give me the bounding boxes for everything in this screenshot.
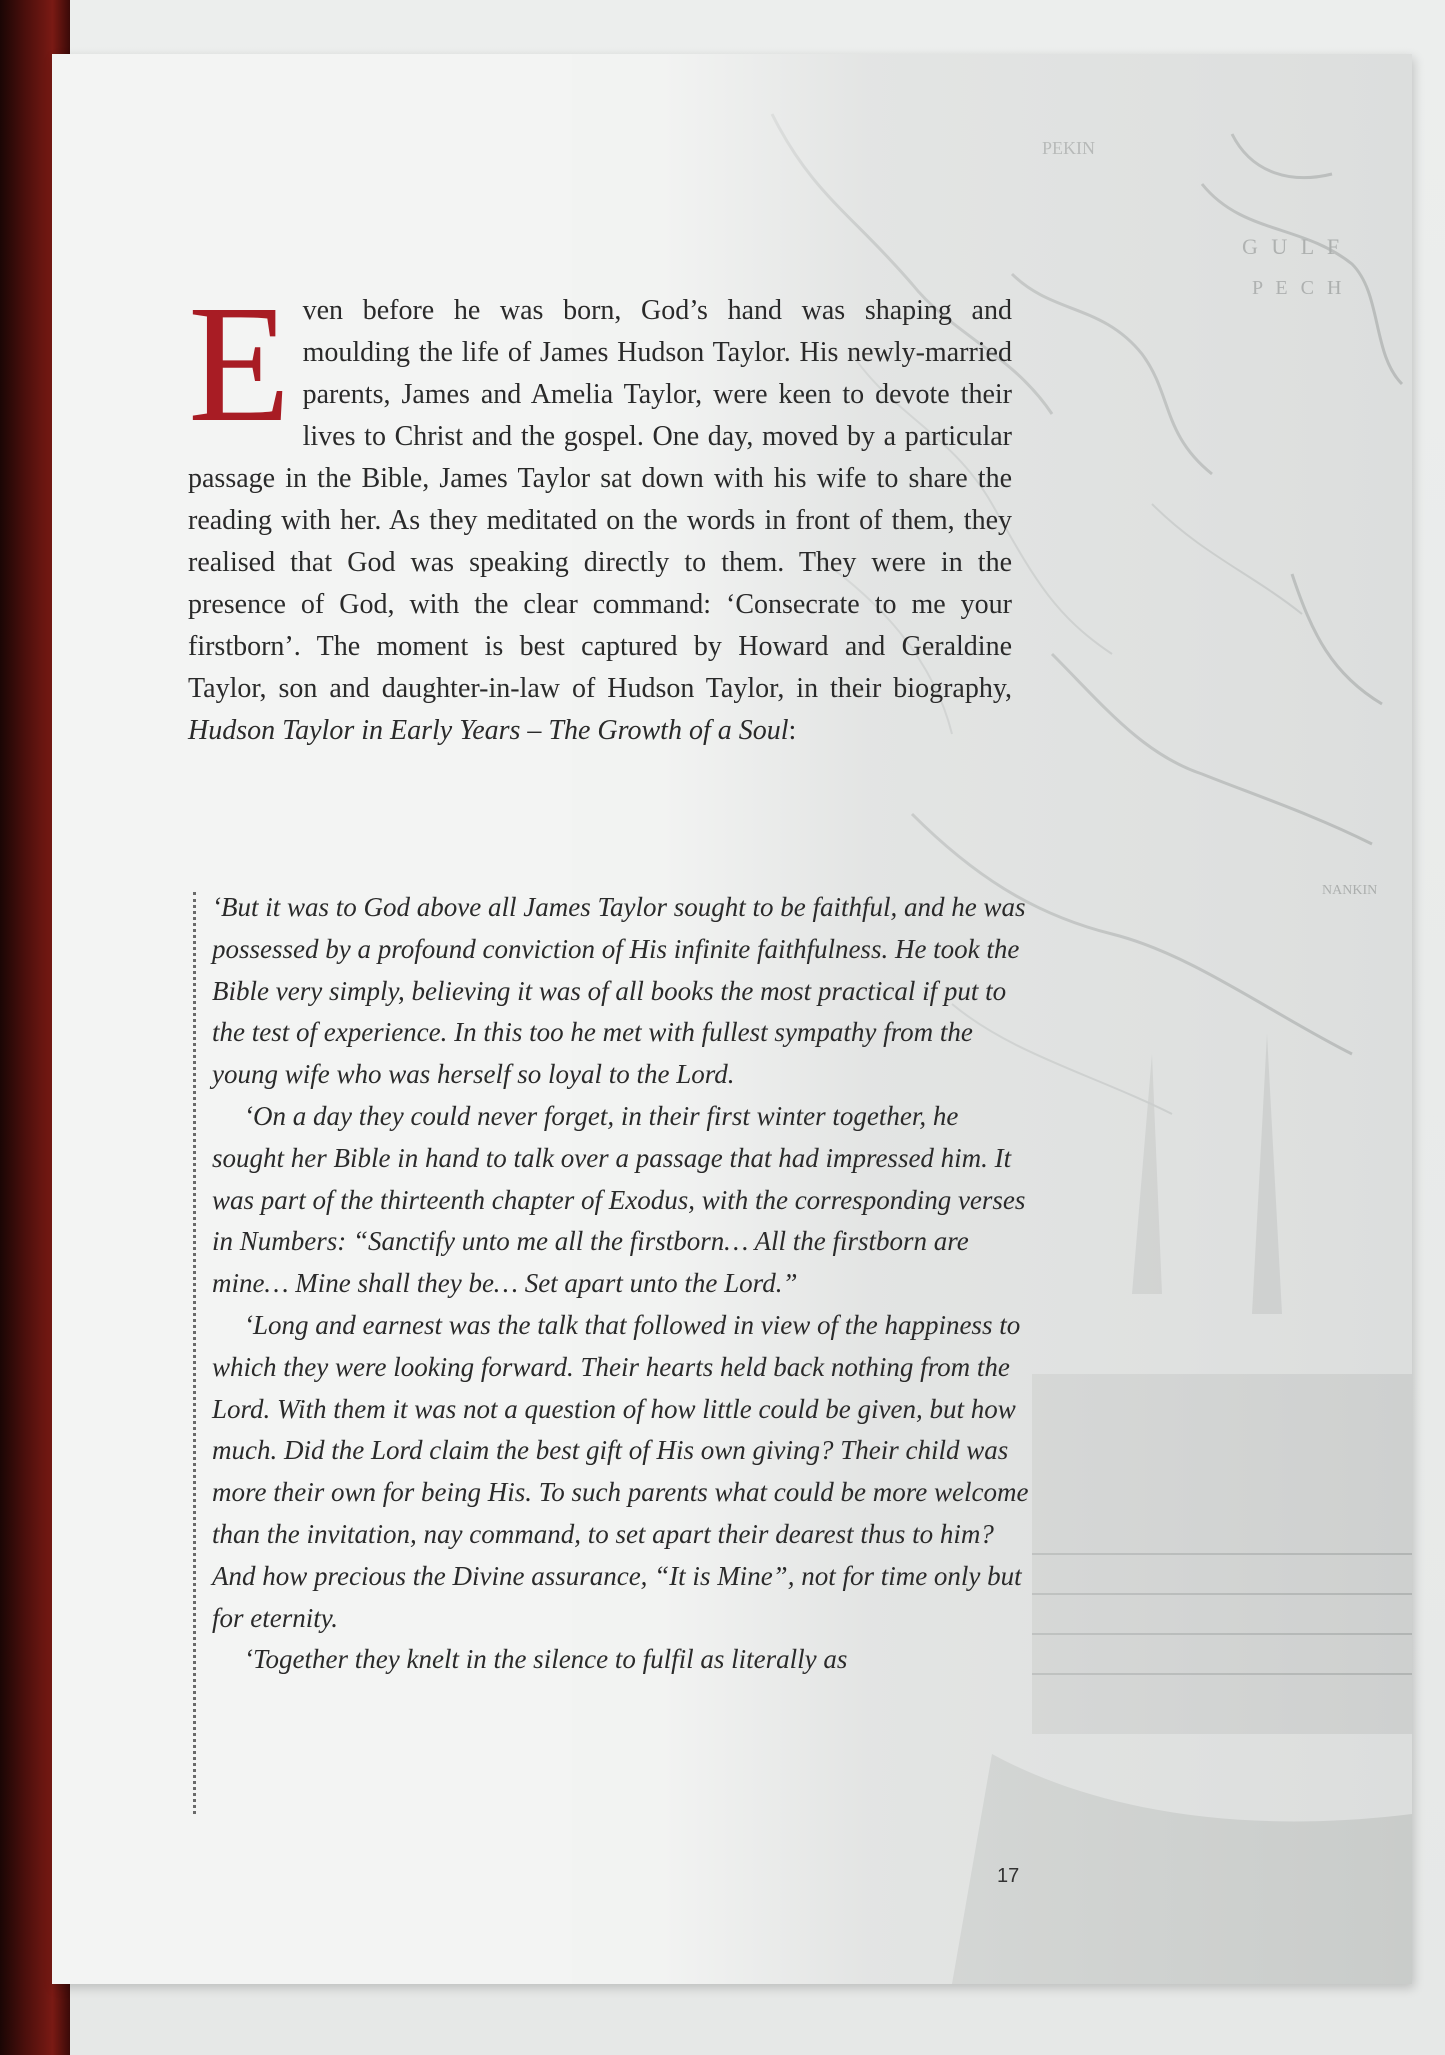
- book-title: Hudson Taylor in Early Years – The Growth of a Soul: [188, 715, 789, 746]
- intro-text: ven before he was born, God’s hand was shaping and moulding the life of James Hudson Taylor. His newly-married parents, James and Amelia Taylor, were keen to devote their lives to Christ and the gospel. One day, moved by a particular passage in the Bible, James Taylor sat down with his wife to share the reading with her. As they meditated on the words in front of them, they realised that God was speaking directly to them. They were in the presence of God, with the clear command: ‘Consecrate to me your firstborn’. The moment is best captured by Howard and Geraldine Taylor, son and daughter-in-law of Hudson Taylor, in their biography,: [188, 295, 1012, 704]
- quote-dotted-rule: [193, 892, 196, 1814]
- drop-cap: E: [188, 271, 291, 457]
- book-page: [52, 54, 1412, 1984]
- intro-end: :: [788, 715, 797, 746]
- quote-paragraph-1: ‘But it was to God above all James Taylor sought to be faithful, and he was possessed by a profound conviction of His infinite faithfulness. He took the Bible very simply, believing it was of all books the most practical if put to the test of experience. In this too he met with fullest sympathy from the young wife who was herself so loyal to the Lord.: [212, 892, 1026, 1090]
- page-number: 17: [997, 1865, 1020, 1887]
- quote-paragraph-4: ‘Together they knelt in the silence to fulfil as literally as: [244, 1644, 848, 1675]
- quote-paragraph-3: ‘Long and earnest was the talk that followed in view of the happiness to which they were looking forward. Their hearts held back nothing from the Lord. With them it was not a question of how little could be given, but how much. Did the Lord claim the best gift of His own giving? Their child was more their own for being His. To such parents what could be more welcome than the invitation, nay command, to set apart their dearest thus to him? And how precious the Divine assurance, “It is Mine”, not for time only but for eternity.: [212, 1309, 1029, 1633]
- intro-paragraph: [188, 271, 1012, 752]
- block-quote: [212, 887, 1032, 1681]
- quote-paragraph-2: ‘On a day they could never forget, in their first winter together, he sought her Bible in hand to talk over a passage that had impressed him. It was part of the thirteenth chapter of Exodus, with the corresponding verses in Numbers: “Sanctify unto me all the firstborn… All the firstborn are mine… Mine shall they be… Set apart unto the Lord.”: [212, 1100, 1026, 1299]
